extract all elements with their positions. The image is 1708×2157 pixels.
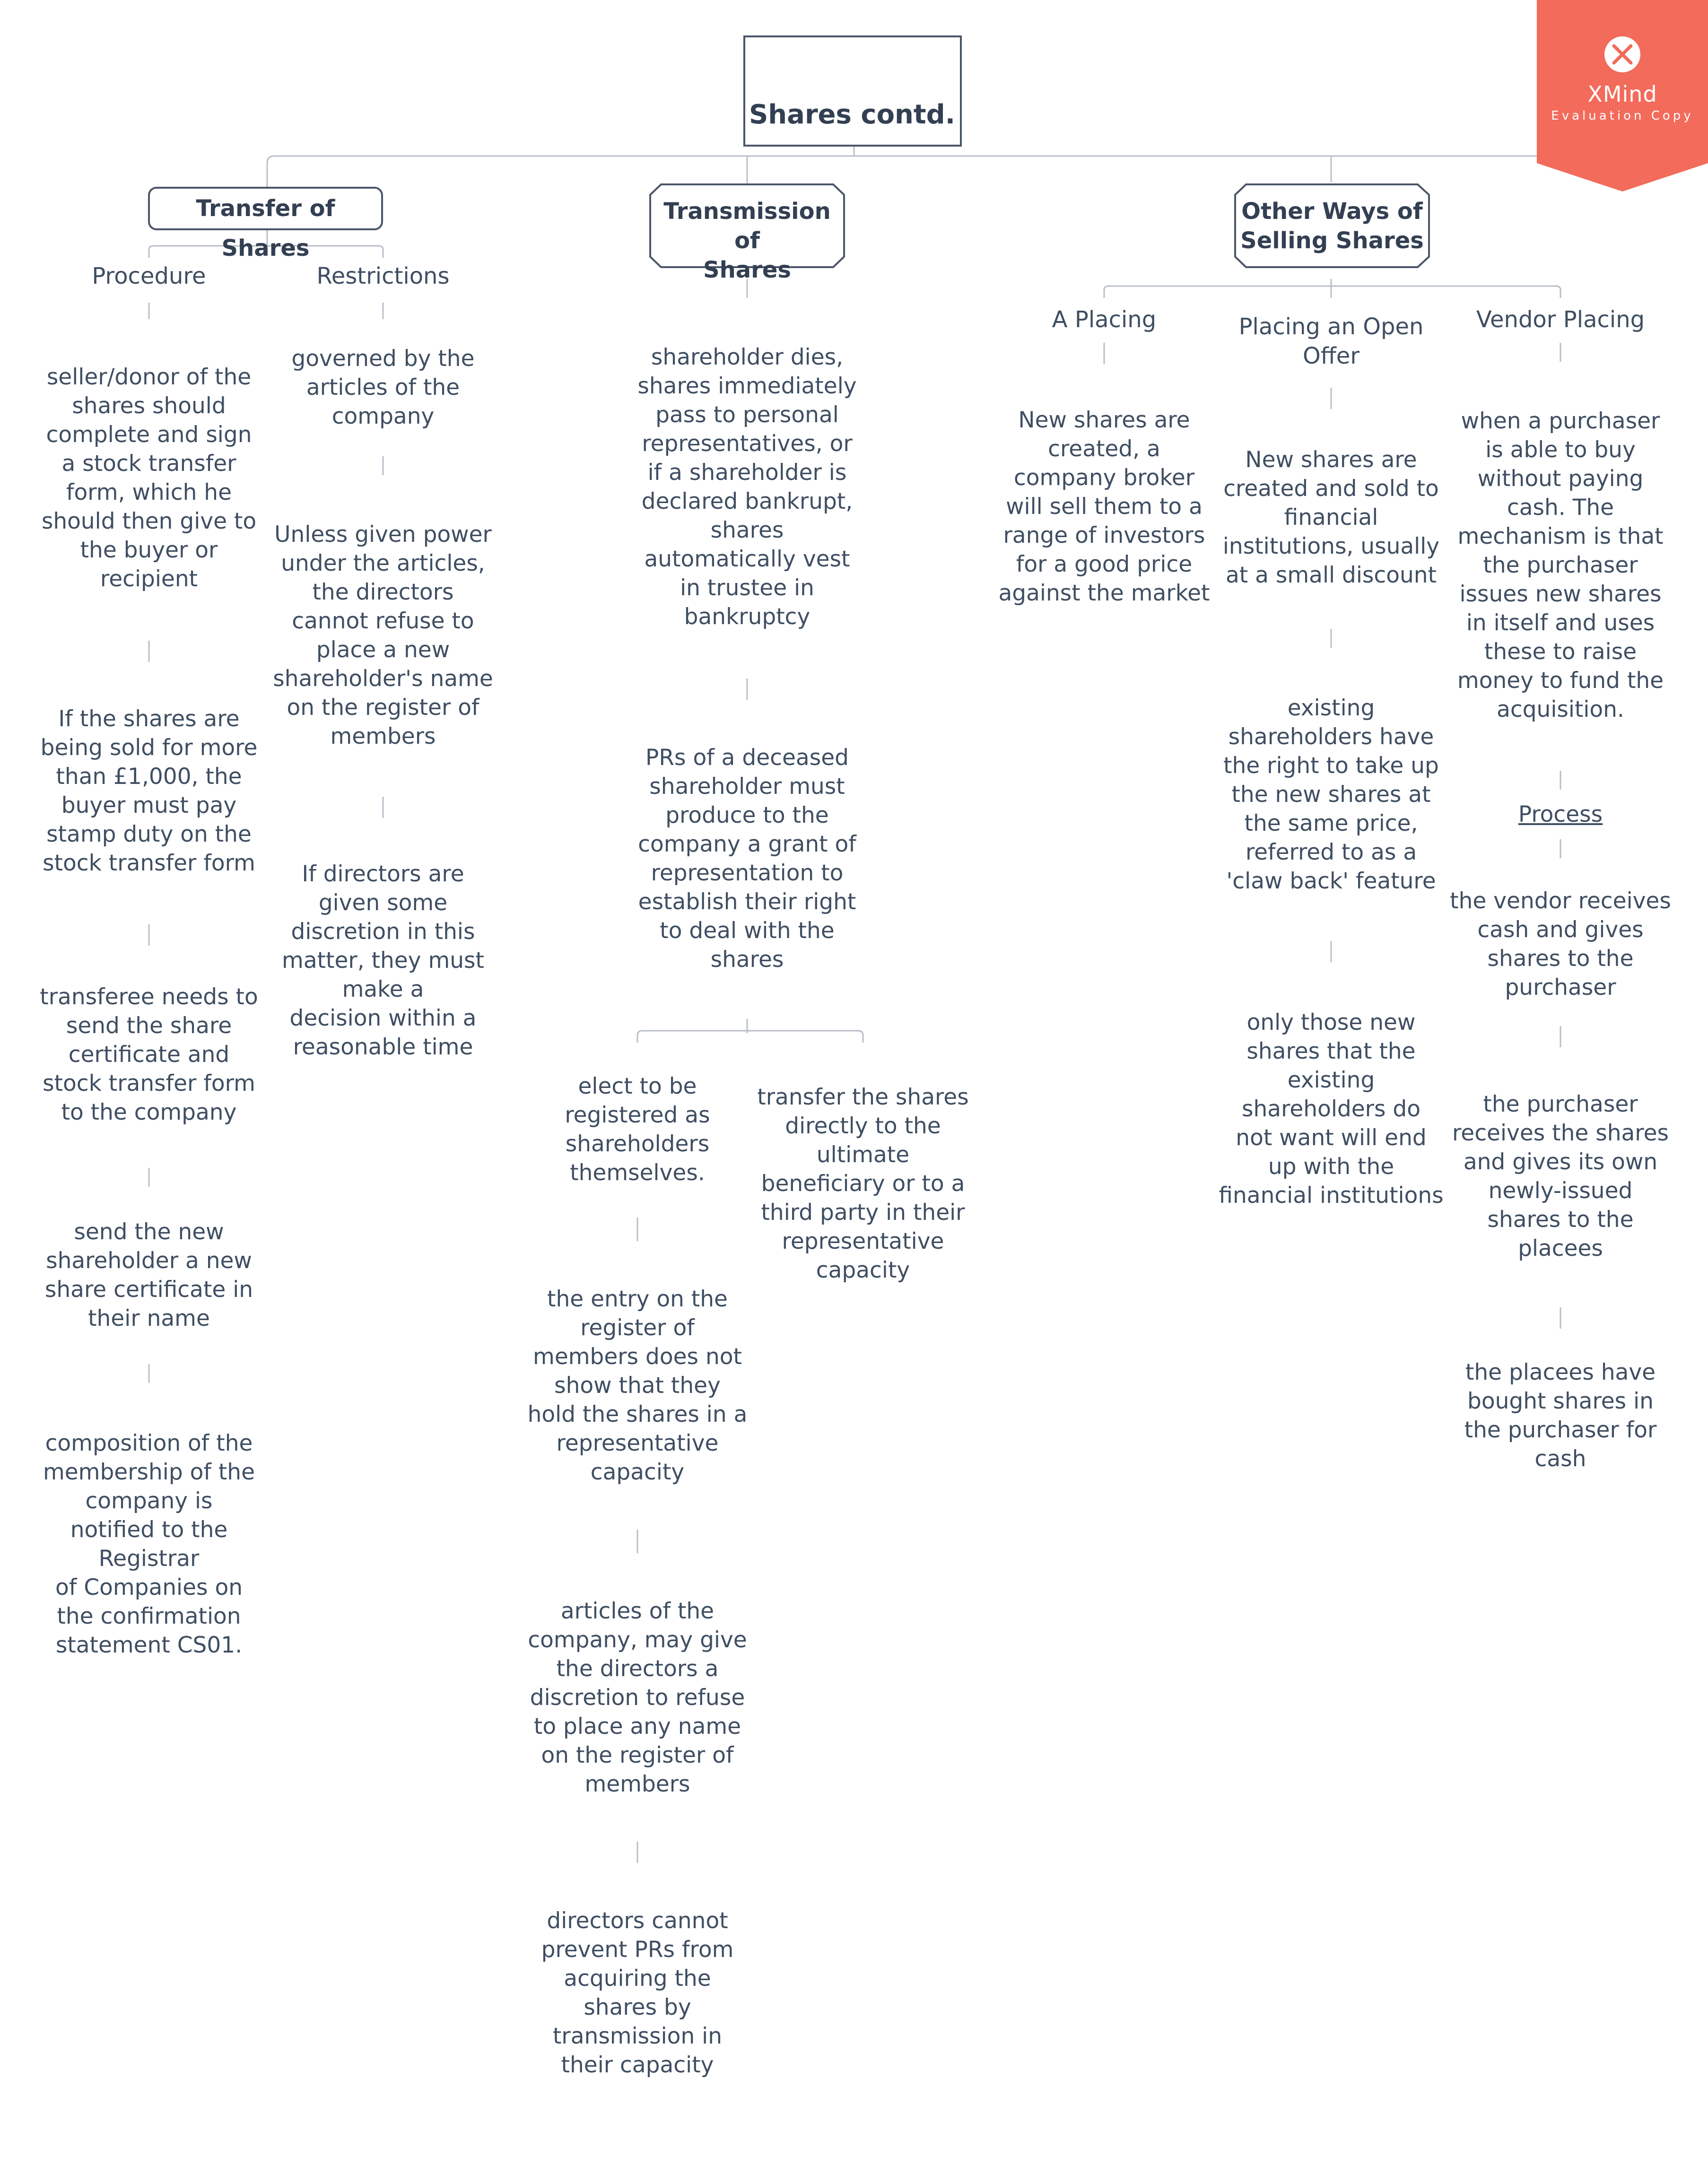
vendor-placing-item[interactable]: when a purchaser is able to buy without paying cash. The mechanism is that the purchaser issues new shares in itself and uses these to raise money to fund the acquisition. bbox=[1457, 408, 1664, 722]
xmind-logo-icon bbox=[1604, 36, 1640, 72]
open-offer-item[interactable]: only those new shares that the existing shareholders do not want will end up with the financial institutions bbox=[1219, 1009, 1444, 1209]
procedure-item[interactable]: If the shares are being sold for more than £1,000, the buyer must pay stamp duty on the stock transfer form bbox=[40, 706, 258, 876]
open-offer-item[interactable]: New shares are created and sold to financial institutions, usually at a small discount bbox=[1222, 447, 1440, 588]
vendor-placing-item[interactable]: the placees have bought shares in the purchaser for cash bbox=[1464, 1359, 1657, 1472]
restrictions-item[interactable]: If directors are given some discretion in this matter, they must make a decision within a reasonable time bbox=[282, 861, 484, 1060]
open-offer-label[interactable]: Placing an Open Offer bbox=[1238, 313, 1424, 369]
a-placing-label[interactable]: A Placing bbox=[1052, 306, 1157, 333]
transmission-item[interactable]: shareholder dies, shares immediately pass to personal representatives, or if a shareholder is declared bankrupt, shares automatically vest in trustee in bankruptcy bbox=[637, 344, 857, 630]
root-title: Shares contd. bbox=[749, 99, 956, 130]
procedure-item[interactable]: send the new shareholder a new share certificate in their name bbox=[44, 1219, 253, 1331]
open-offer-item[interactable]: existing shareholders have the right to take up the new shares at the same price, referred to as a 'claw back' feature bbox=[1223, 695, 1439, 894]
watermark-subtitle: Evaluation Copy bbox=[1551, 109, 1694, 123]
a-placing-item[interactable]: New shares are created, a company broker will sell them to a range of investors for a good price against the market bbox=[998, 407, 1210, 606]
transmission-of-shares-node[interactable]: Transmission of Shares bbox=[663, 198, 831, 283]
vendor-placing-label[interactable]: Vendor Placing bbox=[1476, 306, 1645, 333]
transmission-option-a-item[interactable]: directors cannot prevent PRs from acquiring the shares by transmission in their capacity bbox=[541, 1908, 734, 2078]
transmission-option-a-item[interactable]: elect to be registered as shareholders themselves. bbox=[565, 1073, 710, 1186]
restrictions-item[interactable]: governed by the articles of the company bbox=[291, 346, 475, 429]
transmission-option-a-item[interactable]: the entry on the register of members does not show that they hold the shares in a representative capacity bbox=[527, 1286, 748, 1485]
restrictions-item[interactable]: Unless given power under the articles, the directors cannot refuse to place a new shareholder's name on the register of members bbox=[273, 522, 493, 749]
vendor-process-label[interactable]: Process bbox=[1518, 801, 1603, 827]
transmission-option-a-item[interactable]: articles of the company, may give the directors a discretion to refuse to place any name on the register of members bbox=[528, 1598, 747, 1797]
restrictions-label[interactable]: Restrictions bbox=[316, 263, 450, 289]
vendor-placing-item[interactable]: the purchaser receives the shares and gives its own newly-issued shares to the placees bbox=[1452, 1091, 1669, 1261]
procedure-item[interactable]: transferee needs to send the share certificate and stock transfer form to the company bbox=[40, 984, 258, 1125]
procedure-item[interactable]: composition of the membership of the company is notified to the Registrar of Companies on the confirmation statement CS01. bbox=[43, 1430, 255, 1658]
transmission-option-b-item[interactable]: transfer the shares directly to the ultimate beneficiary or to a third party in their representative capacity bbox=[757, 1084, 969, 1283]
transmission-item[interactable]: PRs of a deceased shareholder must produce to the company a grant of representation to establish their right to deal with the shares bbox=[638, 745, 856, 973]
procedure-label[interactable]: Procedure bbox=[92, 263, 206, 289]
other-ways-node[interactable]: Other Ways of Selling Shares bbox=[1240, 198, 1424, 254]
vendor-placing-item[interactable]: the vendor receives cash and gives shares to the purchaser bbox=[1450, 888, 1671, 1000]
transfer-of-shares-node[interactable]: Transfer of Shares bbox=[148, 187, 383, 230]
procedure-item[interactable]: seller/donor of the shares should complete and sign a stock transfer form, which he should then give to the buyer or recipient bbox=[41, 364, 257, 592]
watermark-brand: XMind bbox=[1587, 81, 1657, 107]
